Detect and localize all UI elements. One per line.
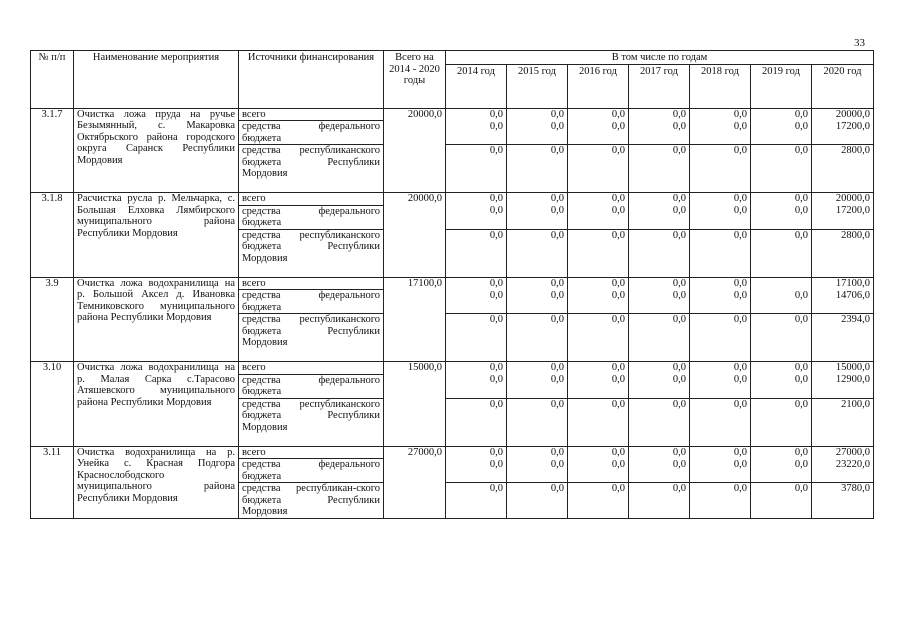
year-value: 0,0: [690, 229, 751, 277]
header-year: 2017 год: [629, 64, 690, 108]
year-value: 0,0: [690, 277, 751, 290]
year-value: 0,0: [446, 483, 507, 519]
item-number: 3.1.7: [31, 108, 74, 193]
header-year: 2016 год: [568, 64, 629, 108]
header-year: 2018 год: [690, 64, 751, 108]
year-value: 17200,0: [812, 205, 874, 229]
table-row: [31, 277, 874, 290]
year-value: 2800,0: [812, 229, 874, 277]
year-value: 0,0: [751, 121, 812, 145]
page-number: 33: [854, 37, 865, 49]
year-value: 0,0: [446, 446, 507, 459]
year-value: 0,0: [446, 229, 507, 277]
table-body: [31, 108, 874, 519]
table-row: [31, 193, 874, 206]
header-num: № п/п: [31, 51, 74, 109]
year-value: 2394,0: [812, 314, 874, 362]
funding-source: средства федерального бюджета: [239, 205, 384, 229]
year-value: 2800,0: [812, 145, 874, 193]
year-value: 0,0: [568, 483, 629, 519]
year-value: 0,0: [690, 205, 751, 229]
year-value: 15000,0: [812, 362, 874, 375]
header-name: Наименование мероприятия: [74, 51, 239, 109]
item-name: Расчистка русла р. Мельчарка, с. Большая Елховка Лямбирского муниципального района Республики Мордовия: [74, 193, 239, 278]
year-value: [751, 277, 812, 290]
funding-source: всего: [239, 108, 384, 121]
year-value: 0,0: [568, 374, 629, 398]
year-value: 0,0: [751, 108, 812, 121]
item-number: 3.10: [31, 362, 74, 447]
year-value: 0,0: [446, 314, 507, 362]
year-value: 0,0: [507, 145, 568, 193]
year-value: 0,0: [690, 108, 751, 121]
item-total: 20000,0: [384, 108, 446, 193]
year-value: 0,0: [629, 108, 690, 121]
year-value: 0,0: [568, 290, 629, 314]
year-value: 0,0: [507, 205, 568, 229]
funding-source: средства федерального бюджета: [239, 374, 384, 398]
year-value: 0,0: [568, 362, 629, 375]
year-value: 0,0: [629, 398, 690, 446]
year-value: 27000,0: [812, 446, 874, 459]
year-value: 0,0: [751, 362, 812, 375]
year-value: 0,0: [690, 398, 751, 446]
year-value: 0,0: [568, 108, 629, 121]
year-value: 0,0: [507, 121, 568, 145]
header-source: Источники финансирования: [239, 51, 384, 109]
header-year: 2015 год: [507, 64, 568, 108]
header-year: 2014 год: [446, 64, 507, 108]
year-value: 0,0: [568, 205, 629, 229]
item-total: 20000,0: [384, 193, 446, 278]
year-value: 0,0: [629, 229, 690, 277]
year-value: 0,0: [507, 483, 568, 519]
year-value: 0,0: [751, 398, 812, 446]
year-value: 0,0: [446, 362, 507, 375]
year-value: 0,0: [751, 193, 812, 206]
year-value: 0,0: [568, 314, 629, 362]
year-value: 0,0: [629, 459, 690, 483]
year-value: 3780,0: [812, 483, 874, 519]
header-year: 2019 год: [751, 64, 812, 108]
year-value: 0,0: [629, 290, 690, 314]
year-value: 20000,0: [812, 193, 874, 206]
year-value: 0,0: [629, 483, 690, 519]
year-value: 0,0: [568, 145, 629, 193]
item-name: Очистка ложа пруда на ручье Безымянный, с. Макаровка Октябрьского района городского округа Саранск Республики Мордовия: [74, 108, 239, 193]
year-value: 0,0: [568, 446, 629, 459]
year-value: 0,0: [446, 121, 507, 145]
year-value: 17200,0: [812, 121, 874, 145]
table-row: [31, 108, 874, 121]
year-value: 17100,0: [812, 277, 874, 290]
year-value: 0,0: [568, 121, 629, 145]
funding-source: средства федерального бюджета: [239, 290, 384, 314]
year-value: 0,0: [507, 314, 568, 362]
year-value: 0,0: [629, 277, 690, 290]
funding-table: [30, 50, 874, 519]
funding-source: средства республиканского бюджета Республики Мордовия: [239, 314, 384, 362]
year-value: 0,0: [507, 277, 568, 290]
year-value: 0,0: [568, 277, 629, 290]
year-value: 23220,0: [812, 459, 874, 483]
table-row: [31, 362, 874, 375]
year-value: 0,0: [629, 193, 690, 206]
item-name: Очистка ложа водохранилища на р. Малая Сарка с.Тарасово Атяшевского муниципального района Республики Мордовия: [74, 362, 239, 447]
year-value: 0,0: [690, 459, 751, 483]
year-value: 0,0: [568, 193, 629, 206]
year-value: 0,0: [629, 145, 690, 193]
year-value: 0,0: [629, 121, 690, 145]
year-value: 0,0: [629, 362, 690, 375]
header-years-group: В том числе по годам: [446, 51, 874, 65]
funding-source: всего: [239, 193, 384, 206]
year-value: 0,0: [690, 362, 751, 375]
year-value: 0,0: [629, 374, 690, 398]
year-value: 0,0: [446, 290, 507, 314]
funding-source: средства республиканского бюджета Республики Мордовия: [239, 145, 384, 193]
year-value: 0,0: [568, 459, 629, 483]
year-value: 0,0: [507, 229, 568, 277]
year-value: 0,0: [751, 229, 812, 277]
table-row: [31, 446, 874, 459]
year-value: 0,0: [446, 108, 507, 121]
year-value: 0,0: [751, 483, 812, 519]
funding-source: средства федерального бюджета: [239, 121, 384, 145]
funding-source: всего: [239, 446, 384, 459]
year-value: 0,0: [629, 205, 690, 229]
year-value: 0,0: [751, 145, 812, 193]
year-value: 0,0: [690, 121, 751, 145]
year-value: 0,0: [629, 314, 690, 362]
item-total: 17100,0: [384, 277, 446, 362]
item-total: 27000,0: [384, 446, 446, 519]
year-value: 14706,0: [812, 290, 874, 314]
header-year: 2020 год: [812, 64, 874, 108]
year-value: 0,0: [690, 446, 751, 459]
year-value: 0,0: [507, 459, 568, 483]
item-number: 3.11: [31, 446, 74, 519]
year-value: 2100,0: [812, 398, 874, 446]
year-value: 0,0: [507, 362, 568, 375]
year-value: 0,0: [507, 193, 568, 206]
item-number: 3.1.8: [31, 193, 74, 278]
item-total: 15000,0: [384, 362, 446, 447]
funding-source: средства республиканского бюджета Республики Мордовия: [239, 229, 384, 277]
year-value: 20000,0: [812, 108, 874, 121]
year-value: 0,0: [568, 229, 629, 277]
year-value: 0,0: [690, 145, 751, 193]
year-value: 0,0: [629, 446, 690, 459]
year-value: 0,0: [446, 205, 507, 229]
year-value: 0,0: [507, 398, 568, 446]
funding-source: средства республикан-ского бюджета Республики Мордовия: [239, 483, 384, 519]
year-value: 0,0: [690, 314, 751, 362]
year-value: 0,0: [446, 374, 507, 398]
year-value: 0,0: [507, 374, 568, 398]
item-name: Очистка ложа водохранилища на р. Большой Аксел д. Ивановка Темниковского муниципального района Республики Мордовия: [74, 277, 239, 362]
year-value: 0,0: [446, 398, 507, 446]
year-value: 0,0: [507, 108, 568, 121]
year-value: 0,0: [690, 290, 751, 314]
year-value: 0,0: [751, 446, 812, 459]
year-value: 0,0: [751, 374, 812, 398]
funding-source: всего: [239, 277, 384, 290]
header-total: Всего на 2014 - 2020 годы: [384, 51, 446, 109]
funding-source: средства федерального бюджета: [239, 459, 384, 483]
year-value: 12900,0: [812, 374, 874, 398]
year-value: 0,0: [507, 290, 568, 314]
year-value: 0,0: [751, 314, 812, 362]
funding-source: средства республиканского бюджета Республики Мордовия: [239, 398, 384, 446]
year-value: 0,0: [507, 446, 568, 459]
table-header: [31, 51, 874, 109]
year-value: 0,0: [446, 145, 507, 193]
funding-source: всего: [239, 362, 384, 375]
item-number: 3.9: [31, 277, 74, 362]
year-value: 0,0: [446, 193, 507, 206]
year-value: 0,0: [690, 483, 751, 519]
year-value: 0,0: [751, 459, 812, 483]
item-name: Очистка водохранилища на р. Унейка с. Красная Подгора Краснослободского муниципального района Республики Мордовия: [74, 446, 239, 519]
year-value: 0,0: [690, 374, 751, 398]
year-value: 0,0: [568, 398, 629, 446]
year-value: 0,0: [446, 459, 507, 483]
year-value: 0,0: [751, 290, 812, 314]
year-value: 0,0: [690, 193, 751, 206]
year-value: 0,0: [446, 277, 507, 290]
year-value: 0,0: [751, 205, 812, 229]
